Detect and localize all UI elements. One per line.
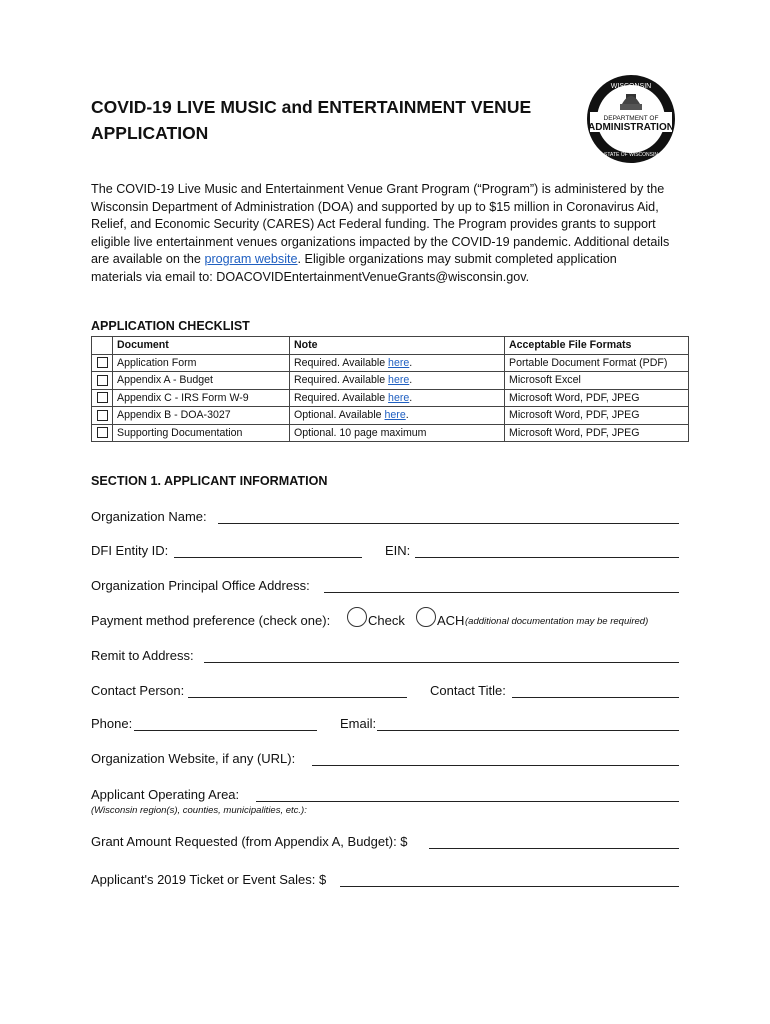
checkbox[interactable] (97, 375, 108, 386)
column-header: Acceptable File Formats (505, 337, 689, 355)
logo-line-2: ADMINISTRATION (588, 122, 674, 133)
page-title (91, 94, 561, 146)
org-name-label: Organization Name: (91, 509, 207, 524)
program-website-link[interactable]: program website (204, 252, 298, 267)
note-cell (290, 407, 505, 425)
table-row (92, 389, 689, 407)
here-link[interactable]: here (388, 374, 410, 387)
intro-paragraph (91, 181, 691, 287)
grant-label: Grant Amount Requested (from Appendix A, Budget): $ (91, 834, 408, 849)
intro-line: materials via email to: DOACOVIDEntertainmentVenueGrants@wisconsin.gov. (91, 269, 530, 284)
address-field[interactable] (324, 591, 679, 593)
contact-person-field[interactable] (188, 696, 407, 698)
logo-bottom-text: STATE OF WISCONSIN (604, 152, 658, 158)
checkbox-cell (92, 424, 113, 442)
checkbox-column-header (92, 337, 113, 355)
here-link[interactable]: here (388, 356, 410, 369)
note-suffix: . (409, 374, 413, 387)
table-row (92, 424, 689, 442)
sales-label: Applicant's 2019 Ticket or Event Sales: $ (91, 872, 327, 887)
area-note: (Wisconsin region(s), counties, municipalities, etc.): (91, 805, 307, 816)
note-cell: Optional. 10 page maximum (290, 424, 505, 442)
note-text: Optional. Available (294, 409, 385, 422)
intro-line: eligible live entertainment venues organizations impacted by the COVID-19 pandemic. Additional details (91, 234, 670, 249)
here-link[interactable]: here (388, 391, 410, 404)
note-suffix: . (405, 409, 409, 422)
payment-label: Payment method preference (check one): (91, 613, 331, 628)
formats-cell: Microsoft Word, PDF, JPEG (505, 407, 689, 425)
ein-label: EIN: (385, 543, 411, 558)
grant-field[interactable] (429, 847, 679, 849)
contact-title-field[interactable] (512, 696, 679, 698)
contact-person-label: Contact Person: (91, 683, 185, 698)
column-header: Document (113, 337, 290, 355)
ach-note: (additional documentation may be required) (465, 616, 649, 627)
here-link[interactable]: here (384, 409, 406, 422)
check-label: Check (368, 613, 405, 628)
checklist-heading: APPLICATION CHECKLIST (91, 319, 250, 333)
checkbox[interactable] (97, 392, 108, 403)
phone-field[interactable] (134, 729, 317, 731)
note-text: Required. Available (294, 356, 389, 369)
checklist-table (91, 336, 689, 442)
ach-radio[interactable] (416, 607, 436, 627)
doc-cell: Application Form (113, 354, 290, 372)
logo-line-1: DEPARTMENT OF (603, 115, 659, 122)
title-line-2: APPLICATION (91, 123, 209, 143)
email-label: Email: (340, 716, 377, 731)
org-name-field[interactable] (218, 522, 679, 524)
dfi-field[interactable] (174, 556, 362, 558)
remit-label: Remit to Address: (91, 648, 194, 663)
dfi-label: DFI Entity ID: (91, 543, 169, 558)
note-suffix: . (409, 391, 413, 404)
column-header: Note (290, 337, 505, 355)
note-cell (290, 389, 505, 407)
phone-label: Phone: (91, 716, 133, 731)
note-cell (290, 372, 505, 390)
doc-cell: Supporting Documentation (113, 424, 290, 442)
intro-text: are available on the (91, 252, 205, 267)
doc-cell: Appendix C - IRS Form W-9 (113, 389, 290, 407)
formats-cell: Microsoft Word, PDF, JPEG (505, 389, 689, 407)
intro-line: Wisconsin Department of Administration (DOA) and supported by up to $15 million in Coronavirus Aid, (91, 199, 659, 214)
address-label: Organization Principal Office Address: (91, 578, 310, 593)
note-text: Required. Available (294, 391, 389, 404)
remit-field[interactable] (204, 661, 679, 663)
doa-logo (582, 74, 680, 164)
checkbox-cell (92, 354, 113, 372)
area-field[interactable] (256, 800, 679, 802)
table-row (92, 372, 689, 390)
formats-cell: Microsoft Word, PDF, JPEG (505, 424, 689, 442)
intro-line: The COVID-19 Live Music and Entertainment Venue Grant Program (“Program”) is administered by the (91, 182, 665, 196)
doc-cell: Appendix B - DOA-3027 (113, 407, 290, 425)
checklist-header-row (92, 337, 689, 355)
check-radio[interactable] (347, 607, 367, 627)
note-text: Required. Available (294, 374, 389, 387)
intro-line (91, 251, 691, 269)
website-label: Organization Website, if any (URL): (91, 751, 296, 766)
checkbox-cell (92, 389, 113, 407)
logo-top-text: WISCONSIN (610, 83, 652, 90)
checkbox[interactable] (97, 357, 108, 368)
contact-title-label: Contact Title: (430, 683, 506, 698)
checkbox-cell (92, 372, 113, 390)
table-row (92, 407, 689, 425)
intro-line: Relief, and Economic Security (CARES) Act Federal funding. The Program provides grants to support (91, 217, 656, 232)
ein-field[interactable] (415, 556, 679, 558)
note-cell (290, 354, 505, 372)
area-label: Applicant Operating Area: (91, 787, 240, 802)
note-suffix: . (409, 356, 413, 369)
doc-cell: Appendix A - Budget (113, 372, 290, 390)
table-row (92, 354, 689, 372)
ach-label: ACH (437, 613, 465, 628)
checkbox-cell (92, 407, 113, 425)
title-line-1: COVID-19 LIVE MUSIC and ENTERTAINMENT VENUE (91, 97, 532, 117)
intro-text: . Eligible organizations may submit completed application (297, 252, 617, 267)
formats-cell: Microsoft Excel (505, 372, 689, 390)
formats-cell: Portable Document Format (PDF) (505, 354, 689, 372)
website-field[interactable] (312, 764, 679, 766)
checkbox[interactable] (97, 427, 108, 438)
sales-field[interactable] (340, 885, 679, 887)
checkbox[interactable] (97, 410, 108, 421)
email-field[interactable] (377, 729, 679, 731)
section-1-heading: SECTION 1. APPLICANT INFORMATION (91, 474, 328, 488)
